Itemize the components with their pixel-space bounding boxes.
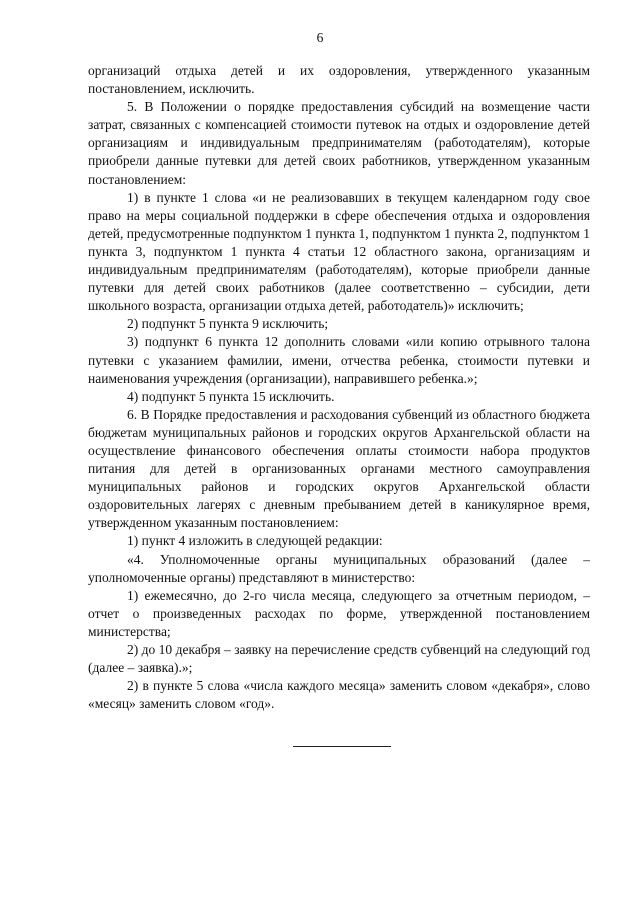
- paragraph-quoted-subitem-1: 1) ежемесячно, до 2-го числа месяца, следующего за отчетным периодом, – отчет о произведенных расходах по форме, утвержденной постановлением министерства;: [88, 587, 590, 639]
- end-divider-line: [293, 746, 391, 747]
- paragraph-quoted-item-4: «4. Уполномоченные органы муниципальных образований (далее – уполномоченные органы) представляют в министерство:: [88, 551, 590, 585]
- paragraph-item-6: 6. В Порядке предоставления и расходования субвенций из областного бюджета бюджетам муниципальных районов и городских округов Архангельской области на осуществление финансового обеспечения оплаты стоимости набора продуктов питания для детей в организованных органами местного самоуправления муниципальных районов и городских округов Архангельской области оздоровительных лагерях с дневным пребыванием детей в каникулярное время, утвержденном указанным постановлением:: [88, 406, 590, 531]
- paragraph-subitem-1-b: 1) пункт 4 изложить в следующей редакции:: [127, 533, 383, 549]
- paragraph-subitem-2-b: 2) в пункте 5 слова «числа каждого месяца» заменить словом «декабря», слово «месяц» заменить словом «год».: [88, 678, 590, 712]
- paragraph-subitem-2: 2) подпункт 5 пункта 9 исключить;: [127, 316, 329, 332]
- paragraph-subitem-4: 4) подпункт 5 пункта 15 исключить.: [127, 388, 335, 404]
- paragraph-item-5: 5. В Положении о порядке предоставления субсидий на возмещение части затрат, связанных с компенсацией стоимости путевок на отдых и оздоровление детей организациям и индивидуальным предпринимателям (работодателям), которые приобрели данные путевки для детей своих работников, утвержденном указанным постановлением:: [88, 99, 590, 187]
- document-body: [88, 62, 590, 713]
- paragraph-subitem-1: 1) в пункте 1 слова «и не реализовавших в текущем календарном году свое право на меры социальной поддержки в сфере обеспечения отдыха и оздоровления детей, предусмотренные подпунктом 1 пункта 1, подпунктом 1 пункта 2, подпунктом 1 пункта 3, подпунктом 1 пункта 4 статьи 12 областного закона, организациям и индивидуальным предпринимателям (работодателям), которые приобрели данные путевки для детей своих работников (далее соответственно – субсидии, дети школьного возраста, организации отдыха детей, работодатель)» исключить;: [88, 189, 590, 314]
- paragraph-continuation: организаций отдыха детей и их оздоровления, утвержденного указанным постановлением, исключить.: [88, 63, 590, 97]
- page-number: 6: [316, 30, 324, 45]
- paragraph-quoted-subitem-2: 2) до 10 декабря – заявку на перечисление средств субвенций на следующий год (далее – заявка).»;: [88, 642, 590, 676]
- paragraph-subitem-3: 3) подпункт 6 пункта 12 дополнить словами «или копию отрывного талона путевки с указанием фамилии, имени, отчества ребенка, стоимости путевки и наименования учреждения (организации), направившего ребенка.»;: [88, 334, 590, 386]
